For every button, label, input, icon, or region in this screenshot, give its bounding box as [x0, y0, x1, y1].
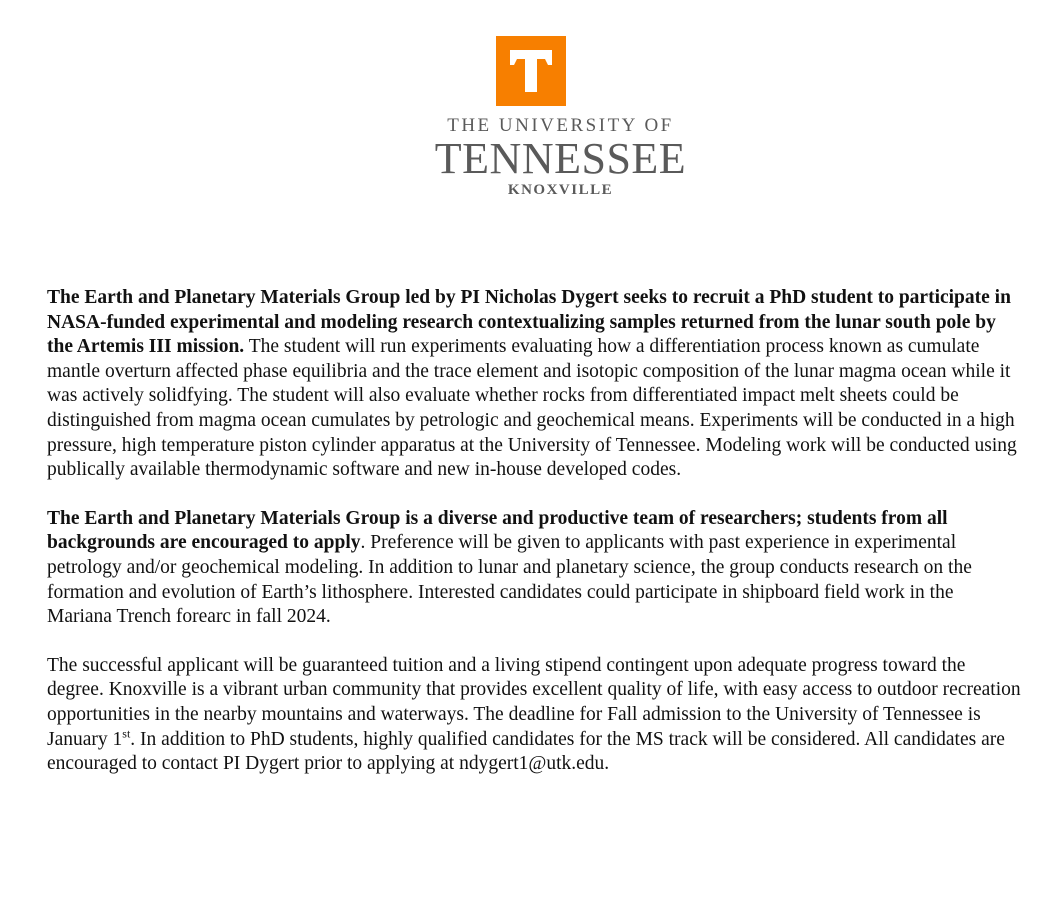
- wordmark-line-1: THE UNIVERSITY OF: [447, 115, 674, 136]
- paragraph-3-text-before: The successful applicant will be guaranteed tuition and a living stipend contingent upon adequate progress toward the degree. Knoxville is a vibrant urban community that provides excellent quality of life, with easy access to outdoor recreation opportunities in the nearby mountains and waterways. The deadline for Fall admission to the University of Tennessee is January 1: [47, 654, 1021, 750]
- paragraph-2-text: . Preference will be given to applicants with past experience in experimental petrology and/or geochemical modeling. In addition to lunar and planetary science, the group conducts research on the formation and evolution of Earth’s lithosphere. Interested candidates could participate in shipboard field work in the Mariana Trench forearc in fall 2024.: [47, 532, 972, 628]
- university-logo: [0, 36, 1061, 198]
- date-ordinal-suffix: st: [122, 726, 131, 740]
- power-t-logo-icon: [496, 36, 566, 106]
- paragraph-1: [47, 286, 1022, 483]
- paragraph-2-heading: The Earth and Planetary Materials Group is a diverse and productive team of researchers; students from all backgrounds are encouraged to apply: [47, 507, 948, 554]
- paragraph-1-heading: The Earth and Planetary Materials Group led by PI Nicholas Dygert seeks to recruit a PhD student to participate in NASA-funded experimental and modeling research contextualizing samples returned from the lunar south pole by the Artemis III mission.: [47, 287, 1011, 358]
- paragraph-3: [47, 654, 1022, 777]
- announcement-body: [47, 286, 1022, 801]
- wordmark-line-3: KNOXVILLE: [507, 182, 614, 198]
- university-wordmark: [0, 116, 1061, 198]
- wordmark-line-2: TENNESSEE: [434, 134, 687, 183]
- paragraph-3-text-after: . In addition to PhD students, highly qualified candidates for the MS track will be considered. All candidates are encouraged to contact PI Dygert prior to applying at ndygert1@utk.edu.: [47, 728, 1005, 775]
- paragraph-1-text: The student will run experiments evaluating how a differentiation process known as cumulate mantle overturn affected phase equilibria and the trace element and isotopic composition of the lunar magma ocean while it was actively solidfying. The student will also evaluate whether rocks from differentiated impact melt sheets could be distinguished from magma ocean cumulates by petrologic and geochemical means. Experiments will be conducted in a high pressure, high temperature piston cylinder apparatus at the University of Tennessee. Modeling work will be conducted using publically available thermodynamic software and new in-house developed codes.: [47, 336, 1017, 481]
- paragraph-2: [47, 507, 1022, 630]
